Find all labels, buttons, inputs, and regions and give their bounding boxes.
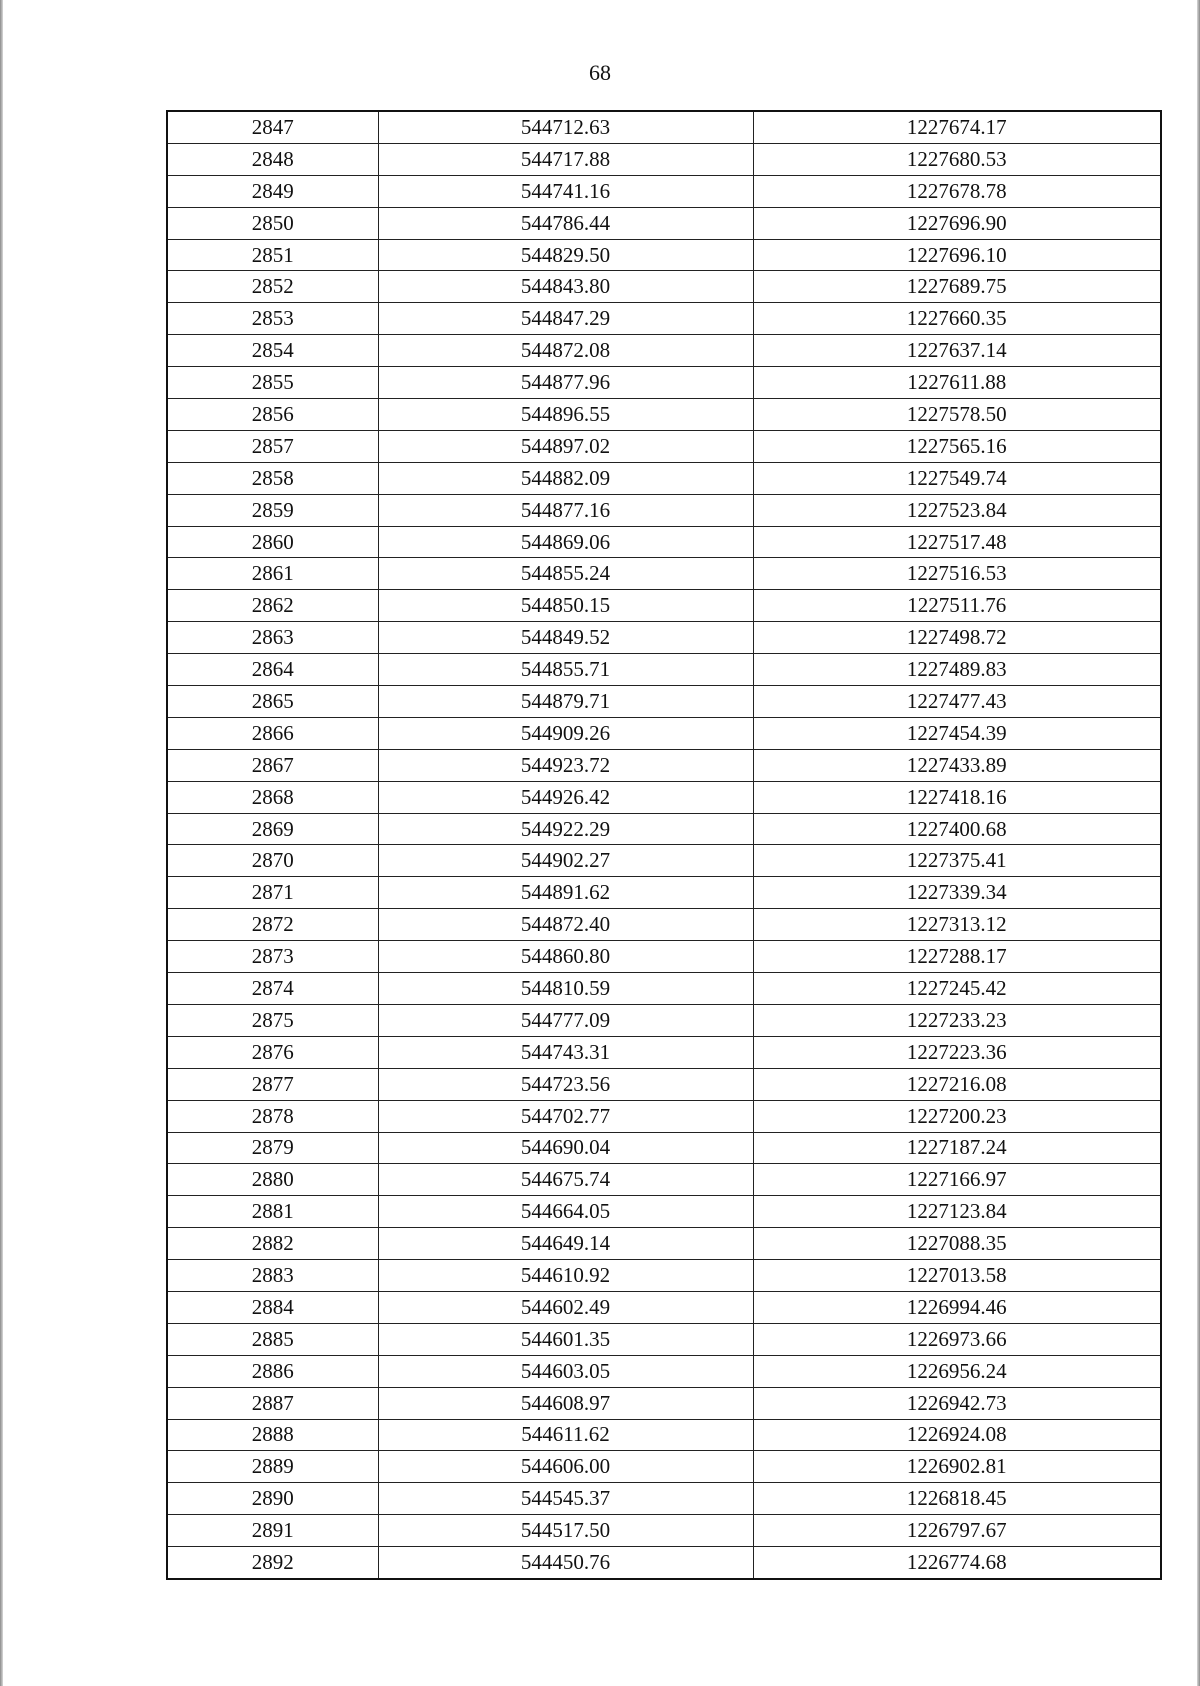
table-row (167, 1323, 1161, 1355)
y-coordinate-cell: 1227233.23 (753, 1004, 1161, 1036)
coordinates-table (166, 110, 1162, 1580)
x-coordinate-cell: 544882.09 (378, 462, 753, 494)
x-coordinate-cell: 544717.88 (378, 143, 753, 175)
y-coordinate-cell: 1227166.97 (753, 1164, 1161, 1196)
point-number-cell: 2852 (167, 271, 378, 303)
table-row (167, 367, 1161, 399)
point-number-cell: 2879 (167, 1132, 378, 1164)
table-row (167, 1132, 1161, 1164)
y-coordinate-cell: 1227339.34 (753, 877, 1161, 909)
point-number-cell: 2849 (167, 175, 378, 207)
y-coordinate-cell: 1226797.67 (753, 1515, 1161, 1547)
point-number-cell: 2870 (167, 845, 378, 877)
y-coordinate-cell: 1227477.43 (753, 686, 1161, 718)
x-coordinate-cell: 544891.62 (378, 877, 753, 909)
point-number-cell: 2856 (167, 399, 378, 431)
y-coordinate-cell: 1226973.66 (753, 1323, 1161, 1355)
table-row (167, 622, 1161, 654)
table-row (167, 1164, 1161, 1196)
point-number-cell: 2868 (167, 781, 378, 813)
table-row (167, 941, 1161, 973)
y-coordinate-cell: 1227578.50 (753, 399, 1161, 431)
table-row (167, 781, 1161, 813)
point-number-cell: 2890 (167, 1483, 378, 1515)
x-coordinate-cell: 544517.50 (378, 1515, 753, 1547)
point-number-cell: 2862 (167, 590, 378, 622)
point-number-cell: 2885 (167, 1323, 378, 1355)
point-number-cell: 2864 (167, 654, 378, 686)
x-coordinate-cell: 544855.24 (378, 558, 753, 590)
x-coordinate-cell: 544602.49 (378, 1291, 753, 1323)
y-coordinate-cell: 1227200.23 (753, 1100, 1161, 1132)
x-coordinate-cell: 544777.09 (378, 1004, 753, 1036)
point-number-cell: 2858 (167, 462, 378, 494)
y-coordinate-cell: 1227245.42 (753, 973, 1161, 1005)
point-number-cell: 2873 (167, 941, 378, 973)
table-row (167, 271, 1161, 303)
x-coordinate-cell: 544601.35 (378, 1323, 753, 1355)
y-coordinate-cell: 1227433.89 (753, 749, 1161, 781)
y-coordinate-cell: 1227523.84 (753, 494, 1161, 526)
y-coordinate-cell: 1227565.16 (753, 430, 1161, 462)
x-coordinate-cell: 544909.26 (378, 717, 753, 749)
x-coordinate-cell: 544690.04 (378, 1132, 753, 1164)
point-number-cell: 2875 (167, 1004, 378, 1036)
x-coordinate-cell: 544450.76 (378, 1547, 753, 1579)
x-coordinate-cell: 544606.00 (378, 1451, 753, 1483)
y-coordinate-cell: 1227400.68 (753, 813, 1161, 845)
table-row (167, 1515, 1161, 1547)
point-number-cell: 2853 (167, 303, 378, 335)
table-row (167, 239, 1161, 271)
x-coordinate-cell: 544664.05 (378, 1196, 753, 1228)
table-row (167, 1483, 1161, 1515)
x-coordinate-cell: 544923.72 (378, 749, 753, 781)
y-coordinate-cell: 1227637.14 (753, 335, 1161, 367)
x-coordinate-cell: 544877.16 (378, 494, 753, 526)
x-coordinate-cell: 544872.40 (378, 909, 753, 941)
x-coordinate-cell: 544649.14 (378, 1228, 753, 1260)
point-number-cell: 2886 (167, 1355, 378, 1387)
table-row (167, 303, 1161, 335)
y-coordinate-cell: 1227511.76 (753, 590, 1161, 622)
y-coordinate-cell: 1226774.68 (753, 1547, 1161, 1579)
y-coordinate-cell: 1227375.41 (753, 845, 1161, 877)
point-number-cell: 2848 (167, 143, 378, 175)
y-coordinate-cell: 1227216.08 (753, 1068, 1161, 1100)
table-row (167, 175, 1161, 207)
point-number-cell: 2884 (167, 1291, 378, 1323)
x-coordinate-cell: 544603.05 (378, 1355, 753, 1387)
table-row (167, 1228, 1161, 1260)
y-coordinate-cell: 1226902.81 (753, 1451, 1161, 1483)
y-coordinate-cell: 1227187.24 (753, 1132, 1161, 1164)
scan-edge-left (0, 0, 3, 1686)
point-number-cell: 2854 (167, 335, 378, 367)
x-coordinate-cell: 544847.29 (378, 303, 753, 335)
x-coordinate-cell: 544849.52 (378, 622, 753, 654)
table-row (167, 590, 1161, 622)
page-number: 68 (589, 60, 611, 85)
y-coordinate-cell: 1227013.58 (753, 1260, 1161, 1292)
point-number-cell: 2855 (167, 367, 378, 399)
table-row (167, 1196, 1161, 1228)
y-coordinate-cell: 1227489.83 (753, 654, 1161, 686)
y-coordinate-cell: 1226956.24 (753, 1355, 1161, 1387)
table-row (167, 1451, 1161, 1483)
point-number-cell: 2883 (167, 1260, 378, 1292)
y-coordinate-cell: 1227678.78 (753, 175, 1161, 207)
table-row (167, 813, 1161, 845)
x-coordinate-cell: 544608.97 (378, 1387, 753, 1419)
point-number-cell: 2891 (167, 1515, 378, 1547)
y-coordinate-cell: 1227223.36 (753, 1036, 1161, 1068)
x-coordinate-cell: 544896.55 (378, 399, 753, 431)
y-coordinate-cell: 1226994.46 (753, 1291, 1161, 1323)
point-number-cell: 2860 (167, 526, 378, 558)
x-coordinate-cell: 544879.71 (378, 686, 753, 718)
table-row (167, 749, 1161, 781)
point-number-cell: 2889 (167, 1451, 378, 1483)
point-number-cell: 2881 (167, 1196, 378, 1228)
table-row (167, 877, 1161, 909)
table-row (167, 335, 1161, 367)
x-coordinate-cell: 544829.50 (378, 239, 753, 271)
x-coordinate-cell: 544702.77 (378, 1100, 753, 1132)
table-row (167, 1036, 1161, 1068)
table-row (167, 1068, 1161, 1100)
point-number-cell: 2859 (167, 494, 378, 526)
table-row (167, 1355, 1161, 1387)
y-coordinate-cell: 1227680.53 (753, 143, 1161, 175)
point-number-cell: 2863 (167, 622, 378, 654)
point-number-cell: 2851 (167, 239, 378, 271)
x-coordinate-cell: 544743.31 (378, 1036, 753, 1068)
point-number-cell: 2866 (167, 717, 378, 749)
point-number-cell: 2865 (167, 686, 378, 718)
y-coordinate-cell: 1227454.39 (753, 717, 1161, 749)
y-coordinate-cell: 1227660.35 (753, 303, 1161, 335)
point-number-cell: 2857 (167, 430, 378, 462)
x-coordinate-cell: 544877.96 (378, 367, 753, 399)
y-coordinate-cell: 1227498.72 (753, 622, 1161, 654)
y-coordinate-cell: 1227696.90 (753, 207, 1161, 239)
table-row (167, 1100, 1161, 1132)
y-coordinate-cell: 1227696.10 (753, 239, 1161, 271)
coordinates-table-body (167, 111, 1161, 1579)
table-row (167, 111, 1161, 143)
point-number-cell: 2887 (167, 1387, 378, 1419)
table-row (167, 558, 1161, 590)
x-coordinate-cell: 544610.92 (378, 1260, 753, 1292)
point-number-cell: 2878 (167, 1100, 378, 1132)
point-number-cell: 2872 (167, 909, 378, 941)
table-row (167, 399, 1161, 431)
table-row (167, 717, 1161, 749)
x-coordinate-cell: 544855.71 (378, 654, 753, 686)
table-row (167, 654, 1161, 686)
x-coordinate-cell: 544723.56 (378, 1068, 753, 1100)
table-row (167, 1387, 1161, 1419)
y-coordinate-cell: 1227689.75 (753, 271, 1161, 303)
x-coordinate-cell: 544545.37 (378, 1483, 753, 1515)
table-row (167, 1547, 1161, 1579)
point-number-cell: 2867 (167, 749, 378, 781)
x-coordinate-cell: 544872.08 (378, 335, 753, 367)
table-row (167, 526, 1161, 558)
table-row (167, 494, 1161, 526)
y-coordinate-cell: 1227517.48 (753, 526, 1161, 558)
x-coordinate-cell: 544869.06 (378, 526, 753, 558)
table-row (167, 430, 1161, 462)
y-coordinate-cell: 1226942.73 (753, 1387, 1161, 1419)
table-row (167, 909, 1161, 941)
table-row (167, 1004, 1161, 1036)
x-coordinate-cell: 544611.62 (378, 1419, 753, 1451)
x-coordinate-cell: 544741.16 (378, 175, 753, 207)
y-coordinate-cell: 1227123.84 (753, 1196, 1161, 1228)
point-number-cell: 2882 (167, 1228, 378, 1260)
y-coordinate-cell: 1227418.16 (753, 781, 1161, 813)
point-number-cell: 2847 (167, 111, 378, 143)
table-row (167, 845, 1161, 877)
point-number-cell: 2892 (167, 1547, 378, 1579)
x-coordinate-cell: 544850.15 (378, 590, 753, 622)
table-row (167, 207, 1161, 239)
x-coordinate-cell: 544786.44 (378, 207, 753, 239)
x-coordinate-cell: 544712.63 (378, 111, 753, 143)
point-number-cell: 2869 (167, 813, 378, 845)
table-row (167, 1291, 1161, 1323)
table-row (167, 973, 1161, 1005)
x-coordinate-cell: 544897.02 (378, 430, 753, 462)
table-row (167, 686, 1161, 718)
x-coordinate-cell: 544902.27 (378, 845, 753, 877)
x-coordinate-cell: 544810.59 (378, 973, 753, 1005)
point-number-cell: 2876 (167, 1036, 378, 1068)
table-row (167, 1419, 1161, 1451)
x-coordinate-cell: 544843.80 (378, 271, 753, 303)
y-coordinate-cell: 1227313.12 (753, 909, 1161, 941)
point-number-cell: 2871 (167, 877, 378, 909)
y-coordinate-cell: 1226924.08 (753, 1419, 1161, 1451)
x-coordinate-cell: 544860.80 (378, 941, 753, 973)
y-coordinate-cell: 1227611.88 (753, 367, 1161, 399)
y-coordinate-cell: 1227516.53 (753, 558, 1161, 590)
x-coordinate-cell: 544675.74 (378, 1164, 753, 1196)
y-coordinate-cell: 1227674.17 (753, 111, 1161, 143)
point-number-cell: 2861 (167, 558, 378, 590)
point-number-cell: 2888 (167, 1419, 378, 1451)
table-row (167, 462, 1161, 494)
point-number-cell: 2877 (167, 1068, 378, 1100)
y-coordinate-cell: 1227549.74 (753, 462, 1161, 494)
table-row (167, 143, 1161, 175)
point-number-cell: 2874 (167, 973, 378, 1005)
x-coordinate-cell: 544922.29 (378, 813, 753, 845)
y-coordinate-cell: 1227288.17 (753, 941, 1161, 973)
table-row (167, 1260, 1161, 1292)
point-number-cell: 2880 (167, 1164, 378, 1196)
y-coordinate-cell: 1226818.45 (753, 1483, 1161, 1515)
point-number-cell: 2850 (167, 207, 378, 239)
y-coordinate-cell: 1227088.35 (753, 1228, 1161, 1260)
x-coordinate-cell: 544926.42 (378, 781, 753, 813)
